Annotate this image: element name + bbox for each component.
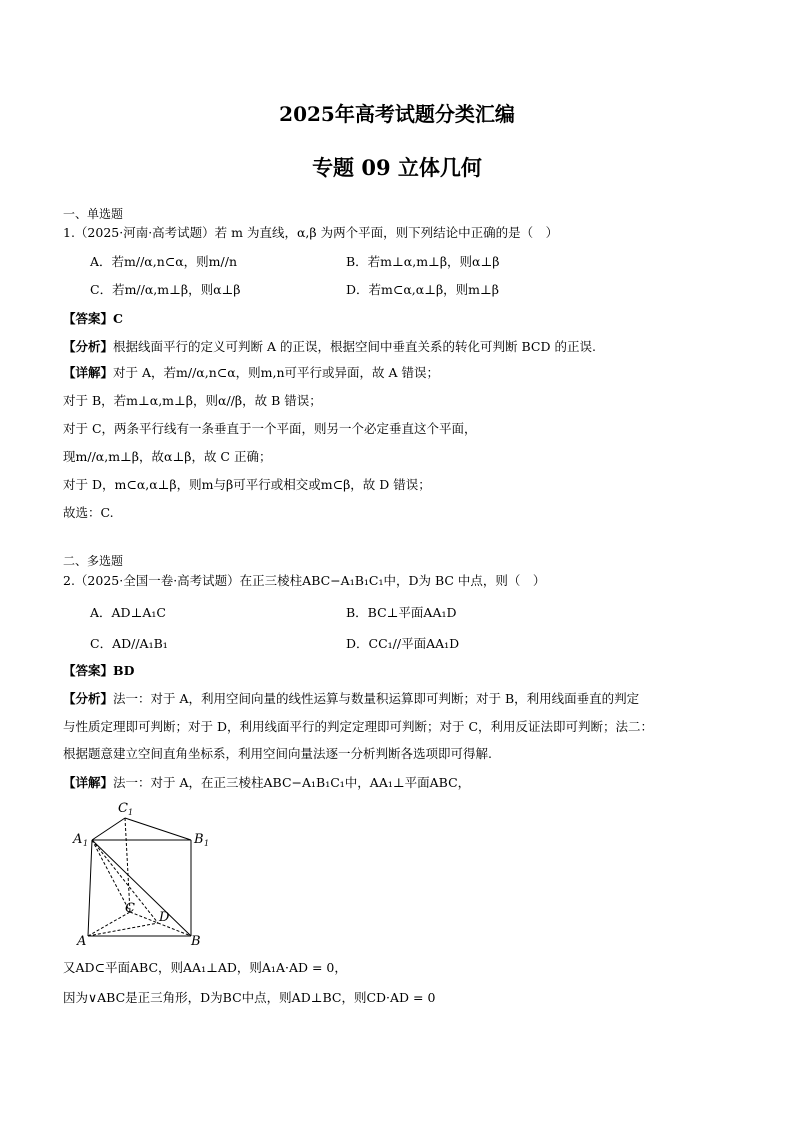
section-header-multiple-choice: 二、多选题 [63, 554, 124, 568]
q2-stem: 2.（2025·全国一卷·高考试题）在正三棱柱ABC−A₁B₁C₁中，D为 BC 中点，则（ ） [63, 573, 546, 588]
q2-detail-text-1: 法一：对于 A，在正三棱柱ABC−A₁B₁C₁中，AA₁⊥平面ABC， [113, 775, 471, 790]
edge-a1c1 [92, 818, 125, 840]
q1-detail-line-4: 现m//α,m⊥β，故α⊥β，故 C 正确； [63, 449, 272, 464]
label-d: D [159, 910, 170, 925]
q1-answer-value: C [113, 311, 123, 326]
q1-detail-line-2: 对于 B，若m⊥α,m⊥β，则α//β，故 B 错误； [63, 393, 322, 408]
q1-answer-label: 【答案】 [63, 311, 114, 326]
label-c1: C [118, 801, 128, 816]
q1-option-b: B．若m⊥α,m⊥β，则α⊥β [346, 254, 500, 269]
q2-detail-line-3: 因为∨ABC是正三角形，D为BC中点，则AD⊥BC，则CD·AD = 0 [63, 990, 436, 1005]
section-header-single-choice: 一、单选题 [63, 207, 124, 221]
label-b1: B [194, 832, 204, 847]
q2-analysis-text-1: 法一：对于 A，利用空间向量的线性运算与数量积运算即可判断；对于 B，利用线面垂直的判定 [113, 691, 640, 706]
q1-detail-line-1 [63, 365, 439, 381]
edge-c1c-hidden [125, 818, 130, 912]
q2-analysis-line-2: 与性质定理即可判断；对于 D，利用线面平行的判定定理即可判断；对于 C，利用反证法即可判断；法二： [63, 719, 654, 734]
q2-analysis-label: 【分析】 [63, 691, 114, 706]
q1-stem: 1.（2025·河南·高考试题）若 m 为直线，α,β 为两个平面，则下列结论中正确的是（ ） [63, 225, 559, 240]
q1-detail-line-6: 故选：C. [63, 505, 114, 520]
q2-answer-label: 【答案】 [63, 663, 114, 678]
edge-a1b [92, 840, 191, 936]
edge-a1a [88, 840, 92, 936]
label-c: C [125, 901, 135, 916]
label-a: A [77, 934, 87, 949]
q2-analysis-line-3: 根据题意建立空间直角坐标系，利用空间向量法逐一分析判断各选项即可得解. [63, 746, 492, 761]
label-a1-sub: 1 [83, 839, 89, 848]
q1-detail-text-1: 对于 A，若m//α,n⊂α，则m,n可平行或异面，故 A 错误； [113, 365, 440, 380]
q2-option-a: A．AD⊥A₁C [90, 605, 166, 620]
document-title: 2025年高考试题分类汇编 [279, 102, 515, 126]
q1-analysis-label: 【分析】 [63, 339, 114, 354]
q1-option-d: D．若m⊂α,α⊥β，则m⊥β [346, 282, 500, 297]
q1-detail-label: 【详解】 [63, 365, 114, 380]
label-a1: A [73, 832, 83, 847]
q2-detail-line-1 [63, 775, 470, 791]
q1-detail-line-5: 对于 D，m⊂α,α⊥β，则m与β可平行或相交或m⊂β，故 D 错误； [63, 477, 431, 492]
label-b1-sub: 1 [204, 839, 210, 848]
q2-analysis-line-1 [63, 691, 639, 707]
edge-c1b1 [125, 818, 191, 840]
q1-analysis-line [63, 339, 596, 355]
q2-detail-line-2: 又AD⊂平面ABC，则AA₁⊥AD，则A₁A·AD = 0， [63, 960, 347, 975]
q2-detail-label: 【详解】 [63, 775, 114, 790]
q1-detail-line-3: 对于 C，两条平行线有一条垂直于一个平面，则另一个必定垂直这个平面， [63, 421, 477, 436]
q2-option-c: C．AD//A₁B₁ [90, 636, 168, 651]
q2-answer-value: BD [113, 663, 135, 678]
q1-option-a: A．若m//α,n⊂α，则m//n [90, 254, 238, 269]
q1-analysis-text: 根据线面平行的定义可判断 A 的正误，根据空间中垂直关系的转化可判断 BCD 的正误. [113, 339, 596, 354]
label-b: B [191, 934, 201, 949]
document-subtitle: 专题 09 立体几何 [312, 155, 482, 180]
prism-figure [70, 798, 220, 950]
q2-option-b: B．BC⊥平面AA₁D [346, 605, 457, 620]
q1-option-c: C．若m//α,m⊥β，则α⊥β [90, 282, 241, 297]
label-c1-sub: 1 [128, 808, 134, 817]
q1-answer-line [63, 311, 123, 327]
q2-answer-line [63, 663, 134, 679]
q2-option-d: D．CC₁//平面AA₁D [346, 636, 460, 651]
